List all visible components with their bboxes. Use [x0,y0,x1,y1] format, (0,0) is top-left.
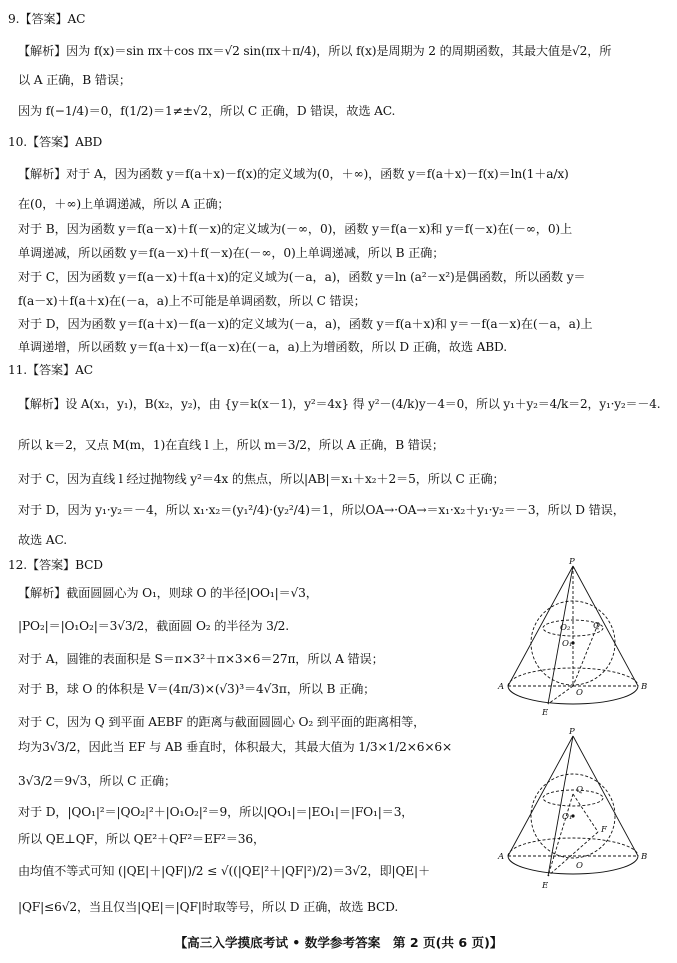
q10-line-4: 单调递减，所以函数 y＝f(a－x)＋f(－x)在(－∞，0)上单调递减，所以 B 正确； [18,246,445,260]
segment-pe [548,566,573,704]
cone-figure-top [490,558,665,723]
segment-qf [573,794,598,832]
q10-line-6: f(a－x)＋f(a＋x)在(－a，a)上不可能是单调函数，所以 C 错误； [18,294,366,308]
q12-line-5: 对于 C，因为 Q 到平面 AEBF 的距离与截面圆圆心 O₂ 到平面的距离相等， [18,715,426,729]
label-p: P [569,558,575,567]
q12-line-1: 【解析】截面圆圆心为 O₁，则球 O 的半径|OO₁|＝√3， [18,586,318,600]
q9-answer: 9.【答案】AC [8,12,86,26]
q12-line-11: |QF|≤6√2，当且仅当|QE|＝|QF|时取等号，所以 D 正确，故选 BCD. [18,900,399,914]
q9-line-3: 因为 f(−1/4)＝0，f(1/2)＝1≠±√2，所以 C 正确，D 错误，故选 AC. [18,104,396,118]
q12-line-7: 3√3/2＝9√3，所以 C 正确； [18,774,177,788]
q10-line-2: 在(0，＋∞)上单调递减，所以 A 正确； [18,197,230,211]
label-a: A [498,682,505,692]
segment-oe [548,686,573,704]
q10-line-1: 【解析】对于 A，因为函数 y＝f(a＋x)－f(x)的定义域为(0，＋∞)，函数 y＝f(a＋x)－f(x)＝ln(1＋a/x) [18,167,569,181]
q10-line-8: 单调递增，所以函数 y＝f(a＋x)－f(a－x)在(－a，a)上为增函数，所以 D 正确，故选 ABD. [18,340,507,354]
q12-answer: 12.【答案】BCD [8,558,103,572]
label-q: Q [576,785,583,795]
label-f: F [601,825,607,835]
q12-line-6: 均为3√3/2，因此当 EF 与 AB 垂直时，体积最大，其最大值为 1/3×1/2×6×6× [18,740,453,754]
q12-line-4: 对于 B，球 O 的体积是 V＝(4π/3)×(√3)³＝4√3π，所以 B 正确； [18,682,376,696]
q11-line-1: 【解析】设 A(x₁，y₁)，B(x₂，y₂)，由 {y＝k(x－1)，y²＝4x} 得 y²－(4/k)y－4＝0，所以 y₁＋y₂＝4/k＝2，y₁·y₂＝－4. [18,397,661,411]
q12-line-3: 对于 A，圆锥的表面积是 S＝π×3²＋π×3×6＝27π，所以 A 错误； [18,652,384,666]
q10-line-3: 对于 B，因为函数 y＝f(a－x)＋f(－x)的定义域为(－∞，0)，函数 y＝f(a－x)和 y＝f(－x)在(－∞，0)上 [18,222,573,236]
q9-line-1: 【解析】因为 f(x)＝sin πx＋cos πx＝√2 sin(πx＋π/4)，所以 f(x)是周期为 2 的周期函数，其最大值是√2，所 [18,44,612,58]
label-q: Q [593,621,600,631]
q11-answer: 11.【答案】AC [8,363,93,377]
label-o: O [576,861,583,871]
label-o1: O₁ [562,812,573,822]
label-b: B [641,852,648,862]
q12-line-2: |PO₂|＝|O₁O₂|＝3√3/2，截面圆 O₂ 的半径为 3/2. [18,619,290,633]
label-e: E [542,881,549,891]
section-circle [543,790,603,806]
label-o2: O₂ [560,623,571,633]
cone-base-front [508,686,638,704]
label-o1: O₁ [562,639,573,649]
q10-line-7: 对于 D，因为函数 y＝f(a＋x)－f(a－x)的定义域为(－a，a)，函数 y＝f(a＋x)和 y＝－f(a－x)在(－a，a)上 [18,317,593,331]
q12-line-8: 对于 D，|QO₁|²＝|QO₂|²＋|O₁O₂|²＝9，所以|QO₁|＝|EO₁|＝|FO₁|＝3， [18,805,414,819]
label-b: B [641,682,648,692]
label-a: A [498,852,505,862]
q11-line-2: 所以 k＝2，又点 M(m，1)在直线 l 上，所以 m＝3/2，所以 A 正确，B 错误； [18,438,444,452]
q11-line-4: 对于 D，因为 y₁·y₂＝－4，所以 x₁·x₂＝(y₁²/4)·(y₂²/4)＝1，所以OA→·OA→＝x₁·x₂＋y₁·y₂＝－3，所以 D 错误， [18,503,625,517]
cone-base-back [508,838,638,856]
q12-line-9: 所以 QE⊥QF，所以 QE²＋QF²＝EF²＝36， [18,832,266,846]
q11-line-3: 对于 C，因为直线 l 经过抛物线 y²＝4x 的焦点，所以|AB|＝x₁＋x₂＋2＝5，所以 C 正确； [18,472,505,486]
label-e: E [542,708,549,718]
q9-line-2: 以 A 正确，B 错误； [18,73,131,87]
cone-base-front [508,856,638,874]
segment-qo [573,624,598,686]
page-footer: 【高三入学摸底考试 • 数学参考答案 第 2 页(共 6 页)】 [174,935,503,950]
q12-line-10: 由均值不等式可知 (|QE|＋|QF|)/2 ≤ √((|QE|²＋|QF|²)/2)＝3√2，即|QE|＋ [18,864,431,878]
q11-line-5: 故选 AC. [18,533,67,547]
q10-line-5: 对于 C，因为函数 y＝f(a－x)＋f(a＋x)的定义域为(－a，a)，函数 y＝ln (a²－x²)是偶函数，所以函数 y＝ [18,270,586,284]
q10-answer: 10.【答案】ABD [8,135,103,149]
label-p: P [569,728,575,737]
cone-figure-bottom [490,728,665,893]
label-o: O [576,688,583,698]
